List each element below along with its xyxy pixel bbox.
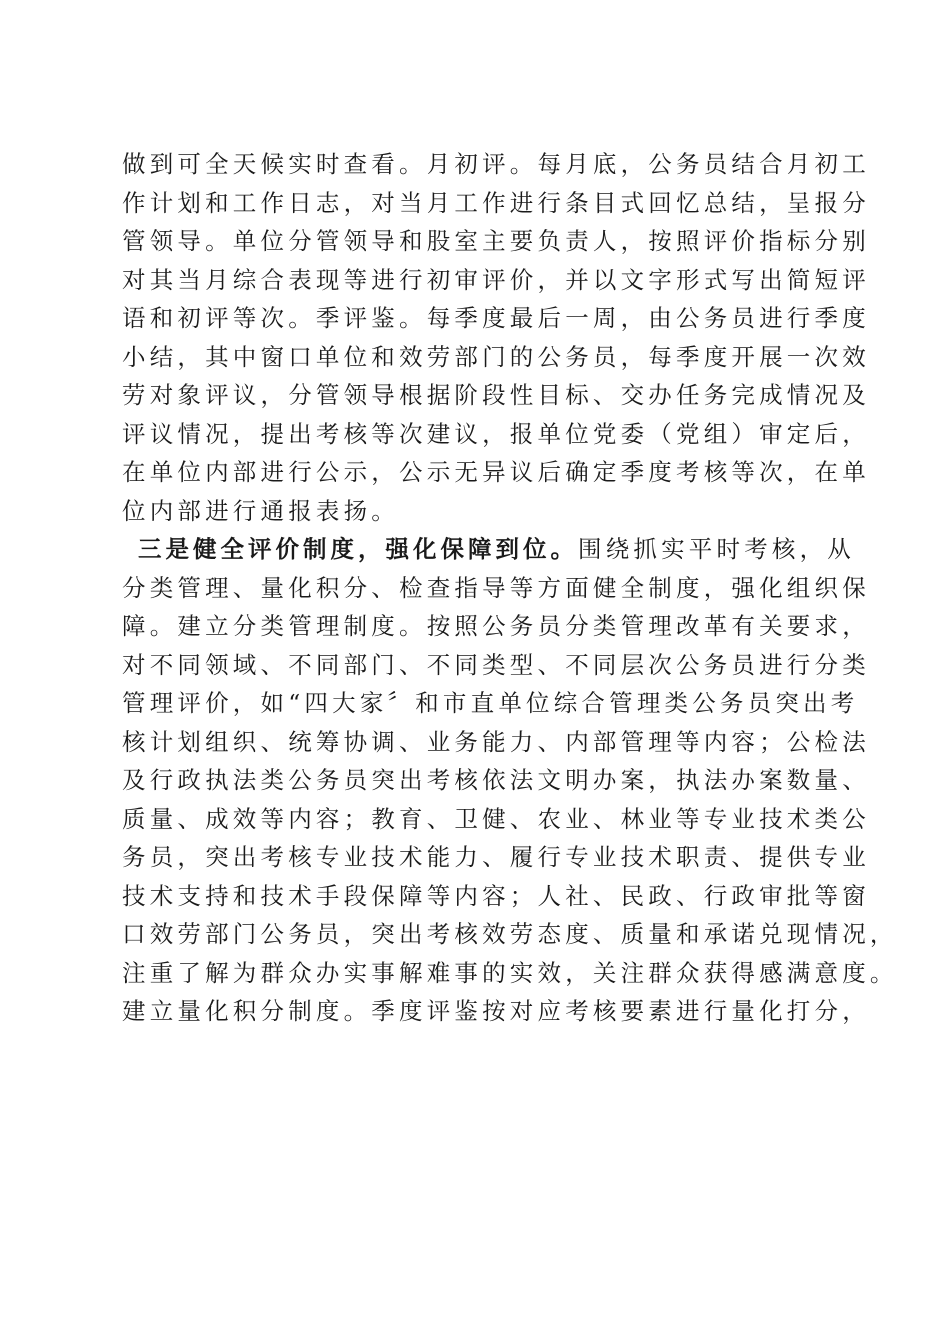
text-line: 小结，其中窗口单位和效劳部门的公务员，每季度开展一次效: [122, 342, 870, 371]
text-line: 分类管理、量化积分、检查指导等方面健全制度，强化组织保: [122, 573, 870, 602]
paragraph-first-line: [122, 530, 855, 569]
text-line: 管理评价，如“四大家〞和市直单位综合管理类公务员突出考: [122, 689, 859, 717]
text-line: 做到可全天候实时查看。月初评。每月底，公务员结合月初工: [122, 150, 870, 178]
text-line: 核计划组织、统筹协调、业务能力、内部管理等内容；公检法: [122, 727, 870, 756]
text-line: 对其当月综合表现等进行初审评价，并以文字形式写出简短评: [122, 265, 870, 294]
text-line: 管领导。单位分管领导和股室主要负责人，按照评价指标分别: [122, 227, 870, 255]
text-line: 口效劳部门公务员，突出考核效劳态度、质量和承诺兑现情况，: [122, 920, 898, 948]
text-line: 对不同领域、不同部门、不同类型、不同层次公务员进行分类: [122, 650, 870, 679]
text-line: 务员，突出考核专业技术能力、履行专业技术职责、提供专业: [122, 843, 870, 871]
body-text: [122, 145, 898, 1031]
text-line: 劳对象评议，分管领导根据阶段性目标、交办任务完成情况及: [122, 381, 870, 409]
text-line: 作计划和工作日志，对当月工作进行条目式回忆总结，呈报分: [122, 188, 870, 217]
text-line: 建立量化积分制度。季度评鉴按对应考核要素进行量化打分，: [122, 997, 870, 1025]
text-line: 质量、成效等内容；教育、卫健、农业、林业等专业技术类公: [122, 804, 870, 833]
text-line: 注重了解为群众办实事解难事的实效，关注群众获得感满意度。: [122, 958, 898, 987]
text-line: 障。建立分类管理制度。按照公务员分类管理改革有关要求，: [122, 612, 870, 640]
text-line: 及行政执法类公务员突出考核依法文明办案，执法办案数量、: [122, 766, 870, 794]
paragraph-2: [122, 530, 898, 1031]
text-line: 位内部进行通报表扬。: [122, 496, 399, 525]
paragraph-1: [122, 145, 870, 530]
text-line: 评议情况，提出考核等次建议，报单位党委（党组）审定后，: [122, 419, 870, 448]
section-heading: 三是健全评价制度，强化保障到位。: [138, 535, 578, 563]
text-line: 语和初评等次。季评鉴。每季度最后一周，由公务员进行季度: [122, 304, 870, 332]
text-line: 在单位内部进行公示，公示无异议后确定季度考核等次，在单: [122, 458, 870, 486]
text-span: 围绕抓实平时考核，从: [578, 535, 855, 563]
text-line: 技术支持和技术手段保障等内容；人社、民政、行政审批等窗: [122, 881, 870, 910]
